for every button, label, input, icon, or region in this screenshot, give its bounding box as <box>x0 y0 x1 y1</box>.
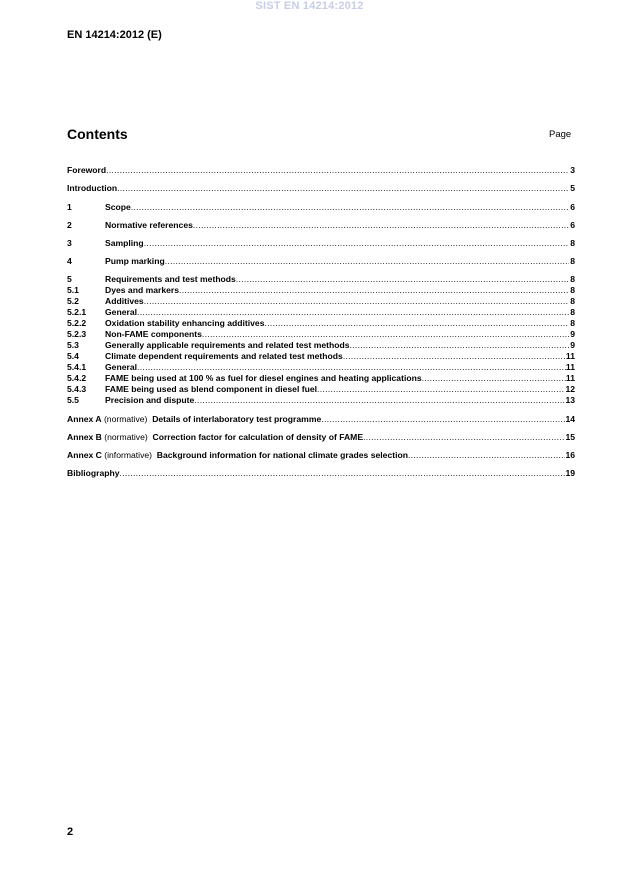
toc-page: 12 <box>565 384 575 394</box>
dot-leader <box>120 468 566 478</box>
toc-title: Climate dependent requirements and related test methods <box>105 351 343 361</box>
toc-entry-annex-a[interactable] <box>67 414 575 424</box>
dot-leader <box>236 274 569 284</box>
toc-page: 9 <box>570 329 575 339</box>
toc-title: General <box>105 307 138 317</box>
toc-number: 5.4.1 <box>67 362 87 372</box>
document-id-header: EN 14214:2012 (E) <box>67 29 162 41</box>
toc-page: 6 <box>570 202 575 212</box>
dot-leader <box>194 395 565 405</box>
toc-title: Correction factor for calculation of density of FAME <box>152 432 364 442</box>
toc-page: 8 <box>570 274 575 284</box>
toc-title: Scope <box>105 202 131 212</box>
dot-leader <box>137 307 569 317</box>
toc-number: 5.2.3 <box>67 329 87 339</box>
dot-leader <box>363 432 565 442</box>
annex-type: (normative) <box>104 432 148 442</box>
toc-page: 8 <box>570 285 575 295</box>
annex-label: Annex A <box>67 414 102 424</box>
toc-title: Foreword <box>67 165 107 175</box>
toc-number: 2 <box>67 220 72 230</box>
page-column-label: Page <box>549 129 572 140</box>
toc-entry-climate-general[interactable] <box>67 362 575 372</box>
toc-entry-additives-general[interactable] <box>67 307 575 317</box>
toc-entry-dyes-markers[interactable] <box>67 285 575 295</box>
toc-entry-oxidation-stability[interactable] <box>67 318 575 328</box>
toc-number: 5.4.3 <box>67 384 87 394</box>
toc-title: Precision and dispute <box>105 395 195 405</box>
toc-title: Non-FAME components <box>105 329 202 339</box>
table-of-contents <box>67 0 575 877</box>
dot-leader <box>179 285 569 295</box>
annex-type: (informative) <box>104 450 153 460</box>
dot-leader <box>350 340 569 350</box>
annex-label: Annex B <box>67 432 102 442</box>
toc-page: 9 <box>570 340 575 350</box>
dot-leader <box>321 414 565 424</box>
toc-entry-foreword[interactable] <box>67 165 575 175</box>
toc-title: Dyes and markers <box>105 285 180 295</box>
toc-title: Bibliography <box>67 468 120 478</box>
toc-entry-pump-marking[interactable] <box>67 256 575 266</box>
toc-entry-introduction[interactable] <box>67 183 575 193</box>
dot-leader <box>193 220 569 230</box>
dot-leader <box>144 296 569 306</box>
toc-number: 1 <box>67 202 72 212</box>
toc-page: 14 <box>565 414 575 424</box>
toc-number: 5.1 <box>67 285 79 295</box>
toc-number: 5.2.1 <box>67 307 87 317</box>
dot-leader <box>265 318 570 328</box>
toc-page: 8 <box>570 256 575 266</box>
page-number: 2 <box>67 826 74 838</box>
toc-number: 5.4.2 <box>67 373 87 383</box>
toc-number: 5 <box>67 274 72 284</box>
annex-type: (normative) <box>103 414 148 424</box>
toc-page: 16 <box>565 450 575 460</box>
dot-leader <box>165 256 569 266</box>
dot-leader <box>144 238 569 248</box>
toc-entry-annex-b[interactable] <box>67 432 575 442</box>
dot-leader <box>117 183 569 193</box>
toc-page: 11 <box>565 351 575 361</box>
toc-page: 8 <box>570 296 575 306</box>
toc-entry-fame-blend-component[interactable] <box>67 384 575 394</box>
toc-entry-bibliography[interactable] <box>67 468 575 478</box>
toc-title: Background information for national climate grades selection <box>156 450 408 460</box>
toc-entry-climate-requirements[interactable] <box>67 351 575 361</box>
dot-leader <box>317 384 565 394</box>
dot-leader <box>137 362 566 372</box>
toc-title: FAME being used as blend component in diesel fuel <box>105 384 318 394</box>
toc-title: Additives <box>105 296 144 306</box>
toc-page: 8 <box>570 238 575 248</box>
toc-page: 19 <box>565 468 575 478</box>
toc-page: 13 <box>565 395 575 405</box>
toc-entry-normative-references[interactable] <box>67 220 575 230</box>
toc-title: Sampling <box>105 238 144 248</box>
toc-entry-scope[interactable] <box>67 202 575 212</box>
toc-number: 5.2 <box>67 296 79 306</box>
toc-page: 11 <box>565 373 575 383</box>
annex-label: Annex C <box>67 450 102 460</box>
toc-page: 11 <box>565 362 575 372</box>
watermark: SIST EN 14214:2012 <box>255 0 364 12</box>
dot-leader <box>408 450 565 460</box>
dot-leader <box>343 351 566 361</box>
toc-entry-general-requirements[interactable] <box>67 340 575 350</box>
toc-title: Oxidation stability enhancing additives <box>105 318 265 328</box>
toc-number: 5.4 <box>67 351 79 361</box>
toc-number: 4 <box>67 256 72 266</box>
dot-leader <box>422 373 566 383</box>
toc-page: 6 <box>570 220 575 230</box>
toc-page: 8 <box>570 307 575 317</box>
toc-title: Requirements and test methods <box>105 274 236 284</box>
toc-title: Normative references <box>105 220 193 230</box>
toc-entry-fame-100-percent[interactable] <box>67 373 575 383</box>
toc-entry-additives[interactable] <box>67 296 575 306</box>
toc-entry-non-fame-components[interactable] <box>67 329 575 339</box>
toc-page: 8 <box>570 318 575 328</box>
dot-leader <box>106 165 569 175</box>
toc-number: 3 <box>67 238 72 248</box>
dot-leader <box>202 329 569 339</box>
dot-leader <box>131 202 569 212</box>
toc-entry-annex-c[interactable] <box>67 450 575 460</box>
toc-entry-sampling[interactable] <box>67 238 575 248</box>
toc-number: 5.5 <box>67 395 79 405</box>
toc-page: 5 <box>570 183 575 193</box>
toc-title: General <box>105 362 138 372</box>
toc-number: 5.3 <box>67 340 79 350</box>
toc-title: Details of interlaboratory test programme <box>152 414 322 424</box>
toc-page: 15 <box>565 432 575 442</box>
toc-number: 5.2.2 <box>67 318 87 328</box>
toc-title: Generally applicable requirements and related test methods <box>105 340 350 350</box>
toc-title: Introduction <box>67 183 118 193</box>
toc-entry-requirements[interactable] <box>67 274 575 284</box>
toc-entry-precision-dispute[interactable] <box>67 395 575 405</box>
toc-page: 3 <box>570 165 575 175</box>
contents-heading: Contents <box>67 126 128 142</box>
toc-title: FAME being used at 100 % as fuel for diesel engines and heating applications <box>105 373 422 383</box>
toc-title: Pump marking <box>105 256 165 266</box>
